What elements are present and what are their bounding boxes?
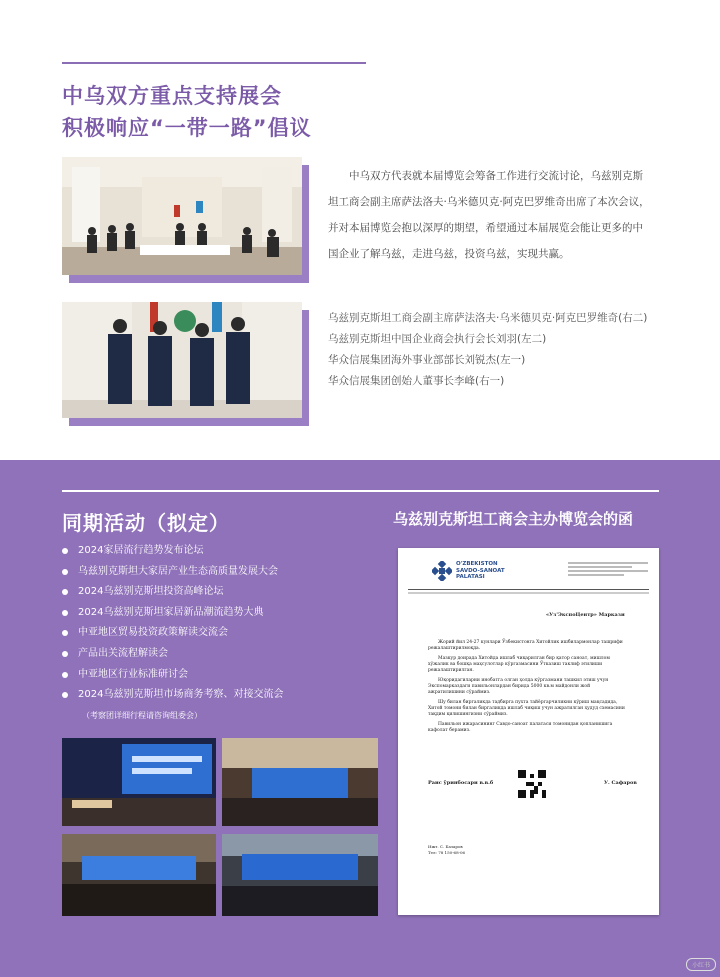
letterhead-subline xyxy=(408,592,649,594)
chamber-letter xyxy=(398,548,659,915)
conference-photo xyxy=(222,738,378,826)
org-line: SAVDO-SANOAT xyxy=(456,567,505,574)
activities-title: 同期活动（拟定） xyxy=(62,511,230,535)
paragraph-line: 国企业了解乌兹，走进乌兹，投资乌兹，实现共赢。 xyxy=(328,248,570,260)
top-divider xyxy=(62,62,366,64)
activity-text: 产品出关流程解读会 xyxy=(78,647,168,659)
section-title-line1: 中乌双方重点支持展会 xyxy=(62,84,282,108)
signatory-name: У. Сафаров xyxy=(604,780,637,786)
bullet-icon xyxy=(62,589,68,595)
activities-list xyxy=(62,541,283,706)
caption: 乌兹别克斯坦工商会副主席萨法洛夫·乌米德贝克·阿克巴罗维奇(右二) xyxy=(328,312,648,324)
org-line: PALATASI xyxy=(456,574,485,580)
letter-paragraph: Мазкур доирада Хитойда ишлаб чиқарилган бир қатор саноат, мишлом хўжалик ва бошқа маҳсулотлар кўргазмасини Ўтказиш таклиф этилиши режалаштирилган. xyxy=(428,656,610,673)
activity-text: 2024乌兹别克斯坦投资高峰论坛 xyxy=(78,586,224,598)
caption: 华众信展集团海外事业部部长刘锐杰(左一) xyxy=(328,354,526,366)
activity-text: 乌兹别克斯坦大家居产业生态高质量发展大会 xyxy=(78,565,278,577)
list-item xyxy=(62,685,283,706)
activities-note: （考察团详细行程请咨询组委会） xyxy=(82,711,202,720)
letter-body xyxy=(428,640,628,734)
meeting-paragraph xyxy=(328,163,658,267)
caption: 乌兹别克斯坦中国企业商会执行会长刘羽(左二) xyxy=(328,333,547,345)
letter-title: 乌兹别克斯坦工商会主办博览会的函 xyxy=(393,510,634,528)
chamber-logo-icon xyxy=(432,561,452,581)
watermark: 小红书 xyxy=(686,958,716,971)
activity-text: 中亚地区行业标准研讨会 xyxy=(78,668,188,680)
list-item xyxy=(62,603,283,624)
bullet-icon xyxy=(62,630,68,636)
list-item xyxy=(62,644,283,665)
bullet-icon xyxy=(62,692,68,698)
conference-photo xyxy=(62,738,216,826)
activity-text: 中亚地区贸易投资政策解读交流会 xyxy=(78,627,228,639)
group-photo xyxy=(62,302,302,418)
org-line: O'ZBEKISTON xyxy=(456,561,498,567)
activity-text: 2024家居流行趋势发布论坛 xyxy=(78,545,204,556)
letter-paragraph: Жорий йил 24-27 кунлари Ўзбекистонга Хитойлик ишбилармонлар ташрифи режалаштирилмоқда. xyxy=(428,640,623,651)
list-item xyxy=(62,582,283,603)
conference-photo xyxy=(62,834,216,916)
bullet-icon xyxy=(62,569,68,575)
letter-paragraph: Юқоридагиларни инобатга олган ҳолда кўргазмани ташкил этиш учун Экспомарказдаги павильонлардан бирида 5000 кв.м майдонли жой ажратилишини сўраймиз. xyxy=(428,678,609,695)
conference-photo xyxy=(222,834,378,916)
photo-captions xyxy=(328,308,647,392)
letter-paragraph: Павильон ижарасининг Савдо-саноат палатаси томонидан қопланишига кафолат берамиз. xyxy=(428,722,613,733)
activity-text: 2024乌兹别克斯坦市场商务考察、对接交流会 xyxy=(78,689,284,701)
bullet-icon xyxy=(62,610,68,616)
panel-divider xyxy=(62,490,659,492)
chamber-name xyxy=(456,561,505,581)
activity-text: 2024乌兹别克斯坦家居新品潮流趋势大典 xyxy=(78,606,264,618)
paragraph-line: 并对本届博览会抱以深厚的期望，希望通过本届展览会能让更多的中 xyxy=(328,222,643,234)
paragraph-line: 中乌双方代表就本届博览会筹备工作进行交流讨论，乌兹别克斯 xyxy=(349,170,643,182)
letter-footer xyxy=(428,844,465,856)
bullet-icon xyxy=(62,548,68,554)
list-item xyxy=(62,665,283,686)
footer-line: Тел: 78 150-68-06 xyxy=(428,850,466,855)
qr-code-icon xyxy=(518,770,546,798)
meeting-photo xyxy=(62,157,302,275)
caption: 华众信展集团创始人董事长李峰(右一) xyxy=(328,375,505,387)
list-item xyxy=(62,541,283,562)
list-item xyxy=(62,562,283,583)
signatory-title: Раис ўринбосари в.в.б xyxy=(428,780,494,786)
letterhead-rule xyxy=(408,589,649,590)
bullet-icon xyxy=(62,672,68,678)
section-title-line2: 积极响应“一带一路”倡议 xyxy=(62,116,312,140)
footer-line: Ижт. С. Базаров xyxy=(428,844,463,849)
letterhead-contacts xyxy=(568,560,648,578)
letter-paragraph: Шу билан биргаликда тадбирга пухта тайёргарчиликни кўриш мақсадида, Хитой томони билан биргаликда ишлаб чиқиш учун ажратилган ҳудуд схемасини тақдим қилишингизни сўраймиз. xyxy=(428,700,625,717)
bullet-icon xyxy=(62,651,68,657)
list-item xyxy=(62,623,283,644)
letter-addressee: «Уз'ЭкспоЦентр» Маркази xyxy=(546,612,625,618)
paragraph-line: 坦工商会副主席萨法洛夫·乌米德贝克·阿克巴罗维奇出席了本次会议， xyxy=(328,196,650,208)
